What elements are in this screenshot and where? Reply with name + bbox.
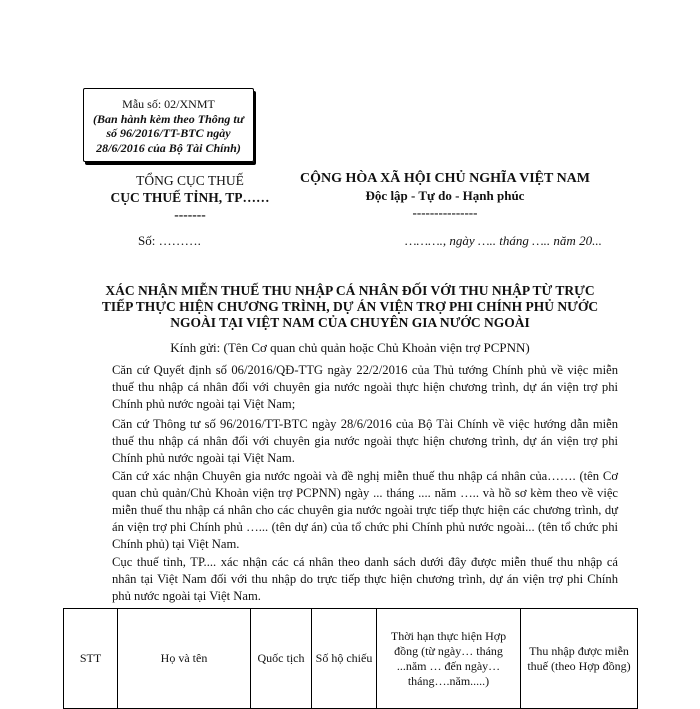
greeting: Kính gửi: (Tên Cơ quan chủ quản hoặc Chủ Khoản viện trợ PCPNN) xyxy=(170,340,530,355)
header-nationality: Quốc tịch xyxy=(251,609,312,709)
document-number: Số: ………. xyxy=(138,233,201,248)
issuing-agency xyxy=(100,172,280,223)
document-title xyxy=(90,283,610,331)
form-number-box xyxy=(83,88,254,162)
republic-name: CỘNG HÒA XÃ HỘI CHỦ NGHĨA VIỆT NAM xyxy=(299,171,590,186)
title-line-2: TIẾP THỰC HIỆN CHƯƠNG TRÌNH, DỰ ÁN VIỆN TRỢ PHI CHÍNH PHỦ NƯỚC xyxy=(101,299,599,314)
header-full-name: Họ và tên xyxy=(118,609,251,709)
title-line-3: NGOÀI TẠI VIỆT NAM CỦA CHUYÊN GIA NƯỚC NGOÀI xyxy=(170,315,530,330)
agency-name: CỤC THUẾ TỈNH, TP…… xyxy=(110,190,270,205)
paragraph-decision: Căn cứ Quyết định số 06/2016/QĐ-TTG ngày 22/2/2016 của Thủ tướng Chính phủ về việc miễn thuế thu nhập cá nhân đối với chuyên gia nước ngoài thực hiện chương trình, dự án viện trợ phi Chính phủ nước ngoài tại Việt Nam; xyxy=(112,363,618,411)
paragraph-circular: Căn cứ Thông tư số 96/2016/TT-BTC ngày 28/6/2016 của Bộ Tài Chính về việc hướng dẫn miễn thuế thu nhập cá nhân đối với chuyên gia nước ngoài thực hiện chương trình, dự án viện trợ phi Chính phủ nước ngoài tại Việt Nam. xyxy=(112,417,618,465)
form-number: Mẫu số: 02/XNMT xyxy=(122,97,215,111)
agency-parent: TỔNG CỤC THUẾ xyxy=(136,173,244,188)
agency-divider: ------- xyxy=(174,207,206,222)
header-contract-period: Thời hạn thực hiện Hợp đồng (từ ngày… tháng ...năm … đến ngày… tháng….năm.....) xyxy=(377,609,521,709)
national-motto: Độc lập - Tự do - Hạnh phúc xyxy=(365,188,525,203)
form-issuance-note-2: số 96/2016/TT-BTC ngày xyxy=(106,126,231,140)
form-issuance-note-3: 28/6/2016 của Bộ Tài Chính) xyxy=(96,140,241,155)
paragraph-tax-confirmation: Cục thuế tỉnh, TP.... xác nhận các cá nhân theo danh sách dưới đây được miễn thuế thu nhập cá nhân tại Việt Nam đối với thu nhập do trực tiếp thực hiện chương trình, dự án viện trợ phi Chính phủ nước ngoài tại Việt Nam. xyxy=(112,555,618,603)
table-header-row xyxy=(64,609,638,709)
paragraph-confirmation-basis: Căn cứ xác nhận Chuyên gia nước ngoài và đề nghị miễn thuế thu nhập cá nhân của……. (tên Cơ quan chủ quản/Chủ Khoản viện trợ PCPNN) ngày ... tháng .... năm ….. và hồ sơ kèm theo về việc miễn thuế thu nhập cá nhân cho các chuyên gia nước ngoài trực tiếp thực hiện các chương trình, dự án viện trợ phi Chính phủ …... (tên dự án) của tổ chức phi Chính phủ nước ngoài... (tên tổ chức phi Chính phủ) tại Việt Nam. xyxy=(112,469,618,551)
motto-divider: --------------- xyxy=(412,205,478,220)
header-exempt-income: Thu nhập được miễn thuế (theo Hợp đồng) xyxy=(521,609,638,709)
header-passport: Số hộ chiếu xyxy=(312,609,377,709)
form-issuance-note-1: (Ban hành kèm theo Thông tư xyxy=(93,111,244,126)
header-stt: STT xyxy=(64,609,118,709)
experts-table xyxy=(63,608,638,709)
title-line-1: XÁC NHẬN MIỄN THUẾ THU NHẬP CÁ NHÂN ĐỐI VỚI THU NHẬP TỪ TRỰC xyxy=(105,283,595,298)
document-date: ………., ngày ….. tháng ….. năm 20... xyxy=(405,233,602,248)
national-header xyxy=(285,170,605,221)
